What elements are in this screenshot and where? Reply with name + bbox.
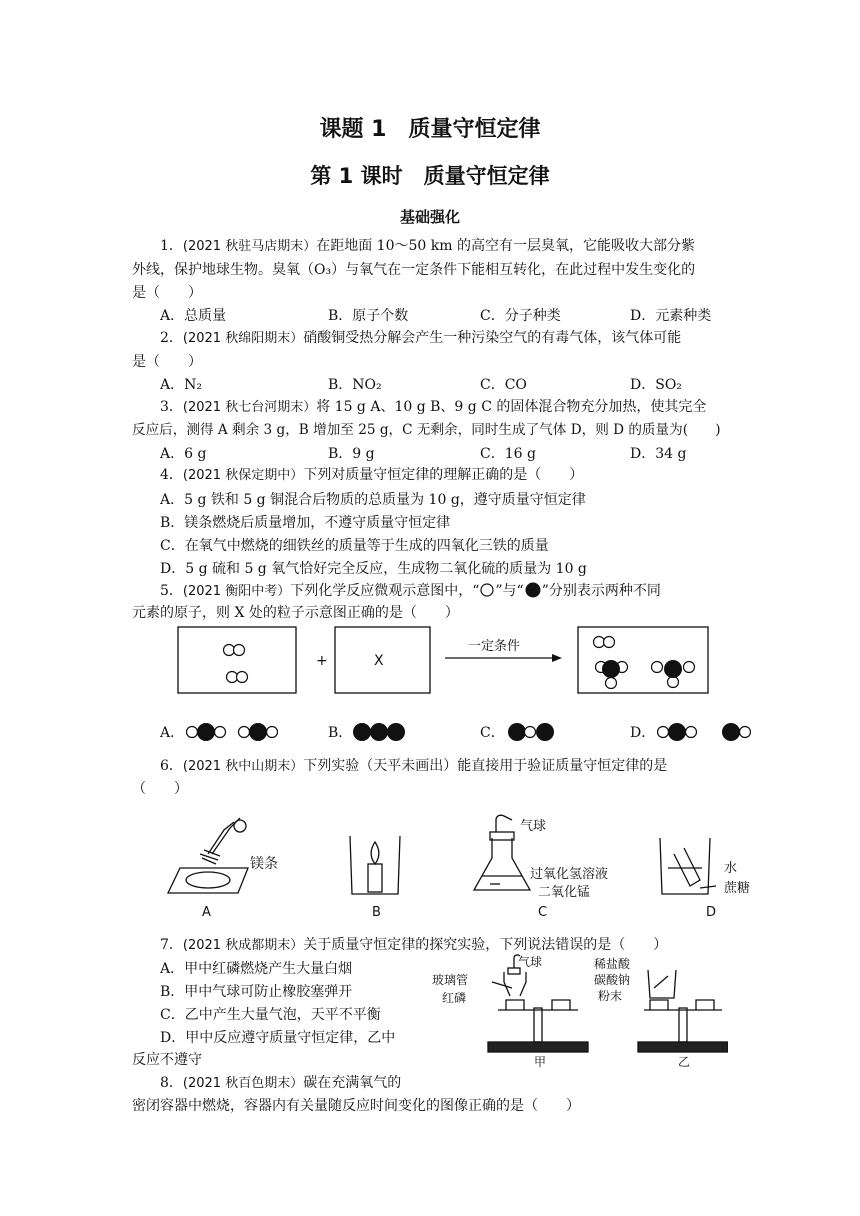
apparatus-d-beaker [660,838,716,894]
q5-option-c-molecules [505,722,575,742]
q3-line2: 反应后，测得 A 剩余 3 g，B 增加至 25 g，C 无剩余，同时生成了气体 D，则 D 的质量为( ) [132,422,721,438]
q8-line2: 密闭容器中燃烧，容器内有关量随反应时间变化的图像正确的是（ ） [132,1098,580,1114]
q1-option-b[interactable]: B．原子个数 [328,308,409,324]
q4-option-a[interactable]: A．5 g 铁和 5 g 铜混合后物质的总质量为 10 g，遵守质量守恒定律 [160,492,586,508]
reactant-box [178,627,296,693]
q1-line1: 1．(2021 秋驻马店期末）在距地面 10～50 km 的高空有一层臭氧，它能吸收大部分紫 [160,238,695,254]
label-water: 水 [724,861,738,876]
q6-apparatus-diagram [160,808,760,928]
q3-option-d[interactable]: D．34 g [630,446,687,462]
apparatus-a-magnesium [168,818,248,893]
product-molecule-1 [596,660,628,689]
q7-continuation: 反应不遵守 [132,1052,202,1068]
q1-option-a[interactable]: A．总质量 [160,308,227,324]
q5-line2: 元素的原子，则 X 处的粒子示意图正确的是（ ） [132,605,459,621]
label-h2o2: 过氧化氢溶液 [530,867,609,882]
lesson-subtitle: 第 1 课时 质量守恒定律 [310,164,550,188]
q5-reaction-diagram [170,620,720,705]
q1-line3: 是（ ） [132,285,202,301]
caption-d: D [706,905,717,920]
label-jia: 甲 [534,1055,547,1069]
white-atom-icon [479,583,495,597]
label-yi: 乙 [678,1055,691,1069]
q2-option-b[interactable]: B．NO₂ [328,377,382,393]
q1-line2: 外线，保护地球生物。臭氧（O₃）与氧气在一定条件下能相互转化，在此过程中发生变化的 [132,262,696,278]
q2-option-d[interactable]: D．SO₂ [630,377,682,393]
q2-option-a[interactable]: A．N₂ [160,377,202,393]
arrow-condition: 一定条件 [468,639,521,654]
product-molecule-2 [652,660,695,688]
q4-line1: 4．(2021 秋保定期中）下列对质量守恒定律的理解正确的是（ ） [160,467,584,483]
q5-option-d-molecules [655,722,755,742]
caption-c: C [538,905,548,920]
section-heading: 基础强化 [399,208,460,226]
q5-option-c[interactable]: C． [480,722,575,742]
plus-sign: + [316,653,328,669]
balance-jia [488,955,588,1052]
o2-leftover [594,637,615,648]
q1-option-c[interactable]: C．分子种类 [480,308,561,324]
label-hcl: 稀盐酸 [594,957,631,971]
x-label: X [374,653,384,669]
q7-option-b[interactable]: B．甲中气球可防止橡胶塞弹开 [160,984,353,1000]
label-sugar: 蔗糖 [724,881,751,896]
q7-option-a[interactable]: A．甲中红磷燃烧产生大量白烟 [160,961,353,977]
q6-line1: 6．(2021 秋中山期末）下列实验（天平未画出）能直接用于验证质量守恒定律的是 [160,758,668,774]
q8-line1: 8．(2021 秋百色期末）碳在充满氧气的 [160,1075,402,1091]
q6-line2: （ ） [132,781,188,797]
label-na2co3-b: 粉末 [598,989,623,1003]
q3-line1: 3．(2021 秋七台河期末）将 15 g A、10 g B、9 g C 的固体混合物充分加热，使其完全 [160,399,707,415]
black-atom-icon [524,582,542,598]
label-red-phosphorus: 红磷 [442,991,467,1005]
label-mno2: 二氧化锰 [538,885,591,900]
label-balloon: 气球 [520,819,547,834]
o2-molecule-1 [224,645,245,656]
q5-option-a[interactable]: A． [160,722,284,742]
label-magnesium: 镁条 [250,856,278,872]
q4-option-c[interactable]: C．在氧气中燃烧的细铁丝的质量等于生成的四氧化三铁的质量 [160,538,549,554]
q4-option-d[interactable]: D．5 g 硫和 5 g 氧气恰好完全反应，生成物二氧化硫的质量为 10 g [160,561,587,577]
q5-option-a-molecules [184,722,284,742]
q3-option-a[interactable]: A．6 g [160,446,207,462]
o2-molecule-2 [227,672,248,683]
q1-option-d[interactable]: D．元素种类 [630,308,712,324]
lesson-title: 课题 1 质量守恒定律 [319,117,541,142]
label-na2co3-a: 碳酸钠 [594,973,631,987]
label-glass-tube: 玻璃管 [432,973,469,987]
q5-line1: 5．(2021 衡阳中考）下列化学反应微观示意图中，“ ”与“ ”分别表示两种不同 [160,583,661,599]
apparatus-b-candle [350,836,400,894]
caption-b: B [372,905,381,920]
q2-option-c[interactable]: C．CO [480,377,527,393]
label-jia-balloon: 气球 [518,955,543,969]
balance-yi [638,970,728,1052]
q2-line2: 是（ ） [132,354,202,370]
q4-option-b[interactable]: B．镁条燃烧后质量增加，不遵守质量守恒定律 [160,515,451,531]
q5-option-b[interactable]: B． [328,722,422,742]
q3-option-c[interactable]: C．16 g [480,446,536,462]
caption-a: A [202,905,211,920]
q5-option-b-molecules [352,722,422,742]
q7-line1: 7．(2021 秋成都期末）关于质量守恒定律的探究实验，下列说法错误的是（ ） [160,937,668,953]
q3-option-b[interactable]: B．9 g [328,446,375,462]
q7-option-c[interactable]: C．乙中产生大量气泡，天平不平衡 [160,1007,381,1023]
q2-line1: 2．(2021 秋绵阳期末）硝酸铜受热分解会产生一种污染空气的有毒气体，该气体可能 [160,330,682,346]
q7-balance-diagram [428,952,728,1070]
q7-option-d[interactable]: D．甲中反应遵守质量守恒定律，乙中 [160,1030,396,1046]
q5-option-d[interactable]: D． [630,722,755,742]
